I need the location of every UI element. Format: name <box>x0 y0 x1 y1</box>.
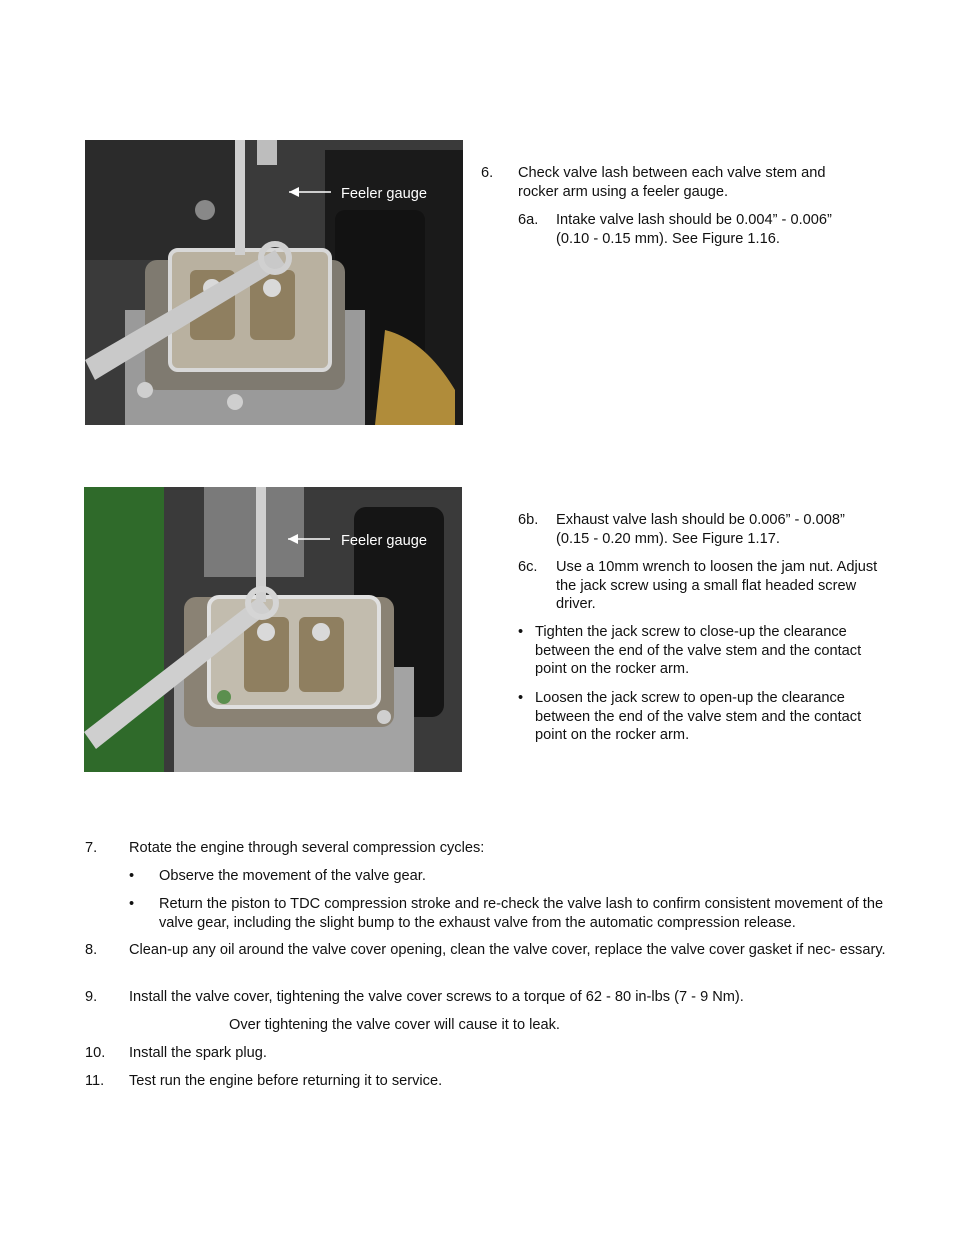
step-6b-text: Exhaust valve lash should be 0.006” - 0.008” (0.15 - 0.20 mm). See Figure 1.17. <box>556 512 845 547</box>
step-9-note: Over tightening the valve cover will cause it to leak. <box>229 1017 560 1033</box>
step-6-bullet-loosen: Loosen the jack screw to open-up the clearance between the end of the valve stem and the contact point on the rocker arm. <box>535 690 862 743</box>
figure-exhaust-valve-photo <box>84 487 462 772</box>
step-11-number: 11. <box>85 1073 105 1089</box>
step-6-bullet-tighten: Tighten the jack screw to close-up the clearance between the end of the valve stem and the contact point on the rocker arm. <box>535 624 862 677</box>
step-6c-number: 6c. <box>518 559 538 575</box>
step-6a-text: Intake valve lash should be 0.004” - 0.006” (0.10 - 0.15 mm). See Figure 1.16. <box>556 212 832 247</box>
step-8-number: 8. <box>85 942 98 958</box>
step-9-text: Install the valve cover, tightening the valve cover screws to a torque of 62 - 80 in-lbs (7 - 9 Nm). <box>129 989 744 1005</box>
bullet-glyph: • <box>129 896 135 912</box>
step-8-text: Clean-up any oil around the valve cover opening, clean the valve cover, replace the valve cover gasket if nec- essary. <box>129 942 886 958</box>
step-7-number: 7. <box>85 840 98 856</box>
step-7-bullet-return: Return the piston to TDC compression stroke and re-check the valve lash to confirm consistent movement of the valve gear, including the slight bump to the exhaust valve from the automatic compression release. <box>159 896 884 931</box>
step-11-text: Test run the engine before returning it to service. <box>129 1073 443 1089</box>
figure-intake-valve-photo <box>85 140 463 425</box>
step-6-text: Check valve lash between each valve stem and rocker arm using a feeler gauge. <box>518 165 826 200</box>
bullet-glyph: • <box>129 868 135 884</box>
step-10-text: Install the spark plug. <box>129 1045 267 1061</box>
bullet-glyph: • <box>518 624 524 640</box>
step-9-number: 9. <box>85 989 98 1005</box>
step-6-number: 6. <box>481 165 494 181</box>
bullet-glyph: • <box>518 690 524 706</box>
step-10-number: 10. <box>85 1045 106 1061</box>
step-6a-number: 6a. <box>518 212 539 228</box>
feeler-gauge-callout: Feeler gauge <box>341 533 428 549</box>
step-6c-text: Use a 10mm wrench to loosen the jam nut. Adjust the jack screw using a small flat headed screw driver. <box>556 559 878 612</box>
engine-photo-illustration <box>84 487 462 772</box>
step-6b-number: 6b. <box>518 512 539 528</box>
step-7-text: Rotate the engine through several compression cycles: <box>129 840 485 856</box>
step-7-bullet-observe: Observe the movement of the valve gear. <box>159 868 426 884</box>
engine-photo-illustration <box>85 140 463 425</box>
feeler-gauge-callout: Feeler gauge <box>341 186 428 202</box>
